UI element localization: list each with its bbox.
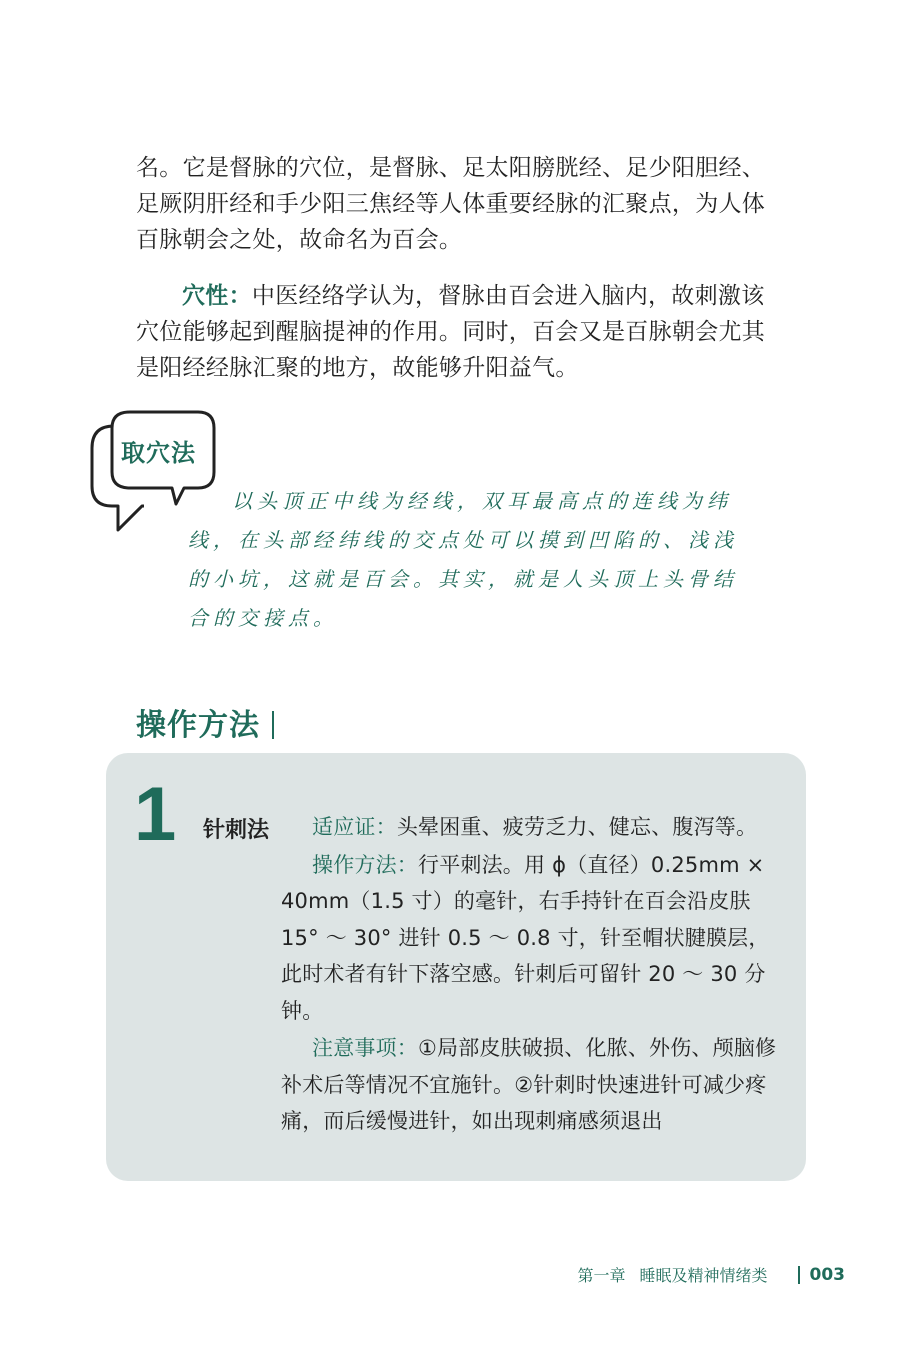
properties-text: 中医经络学认为，督脉由百会进入脑内，故刺激该穴位能够起到醒脑提神的作用。同时，百会又是百脉朝会尤其是阳经经脉汇聚的地方，故能够升阳益气。	[136, 283, 766, 381]
method-body	[281, 809, 779, 1140]
notes-text: ①局部皮肤破损、化脓、外伤、颅脑修补术后等情况不宜施针。②针刺时快速进针可减少疼痛，而后缓慢进针，如出现刺痛感须退出	[281, 1036, 777, 1133]
notes-paragraph	[281, 1030, 779, 1140]
notes-label: 注意事项：	[312, 1036, 418, 1060]
acupoint-method-text: 以头顶正中线为经线，双耳最高点的连线为纬线，在头部经纬线的交点处可以摸到凹陷的、浅浅的小坑，这就是百会。其实，就是人头顶上头骨结合的交接点。	[188, 489, 738, 630]
indication-label: 适应证：	[312, 815, 397, 839]
acupoint-method-title: 取穴法	[121, 439, 196, 467]
page-number: 003	[809, 1264, 845, 1285]
page-footer	[577, 1263, 845, 1286]
indication-paragraph	[281, 809, 779, 846]
operation-text: 行平刺法。用 ϕ（直径）0.25mm × 40mm（1.5 寸）的毫针，右手持针在百会沿皮肤 15° ～ 30° 进针 0.5 ～ 0.8 寸，针至帽状腱膜层，此时术者有针下落空感。针刺后可留针 20 ～ 30 分钟。	[281, 852, 770, 1023]
method-number: 1	[134, 772, 177, 857]
chapter-number: 第一章	[577, 1266, 626, 1285]
section-title-text: 操作方法	[136, 708, 260, 743]
paragraph-properties	[136, 278, 781, 386]
method-name: 针刺法	[203, 818, 270, 843]
section-title-divider	[272, 711, 274, 739]
properties-label: 穴性：	[182, 283, 252, 309]
footer-divider	[798, 1266, 800, 1284]
indication-text: 头晕困重、疲劳乏力、健忘、腹泻等。	[396, 815, 758, 839]
operation-paragraph	[281, 847, 779, 1030]
section-title	[136, 700, 274, 744]
chapter-title: 睡眠及精神情绪类	[639, 1266, 768, 1285]
paragraph-origin: 名。它是督脉的穴位，是督脉、足太阳膀胱经、足少阳胆经、足厥阴肝经和手少阳三焦经等人体重要经脉的汇聚点，为人体百脉朝会之处，故命名为百会。	[136, 155, 766, 253]
operation-label: 操作方法：	[312, 852, 418, 877]
